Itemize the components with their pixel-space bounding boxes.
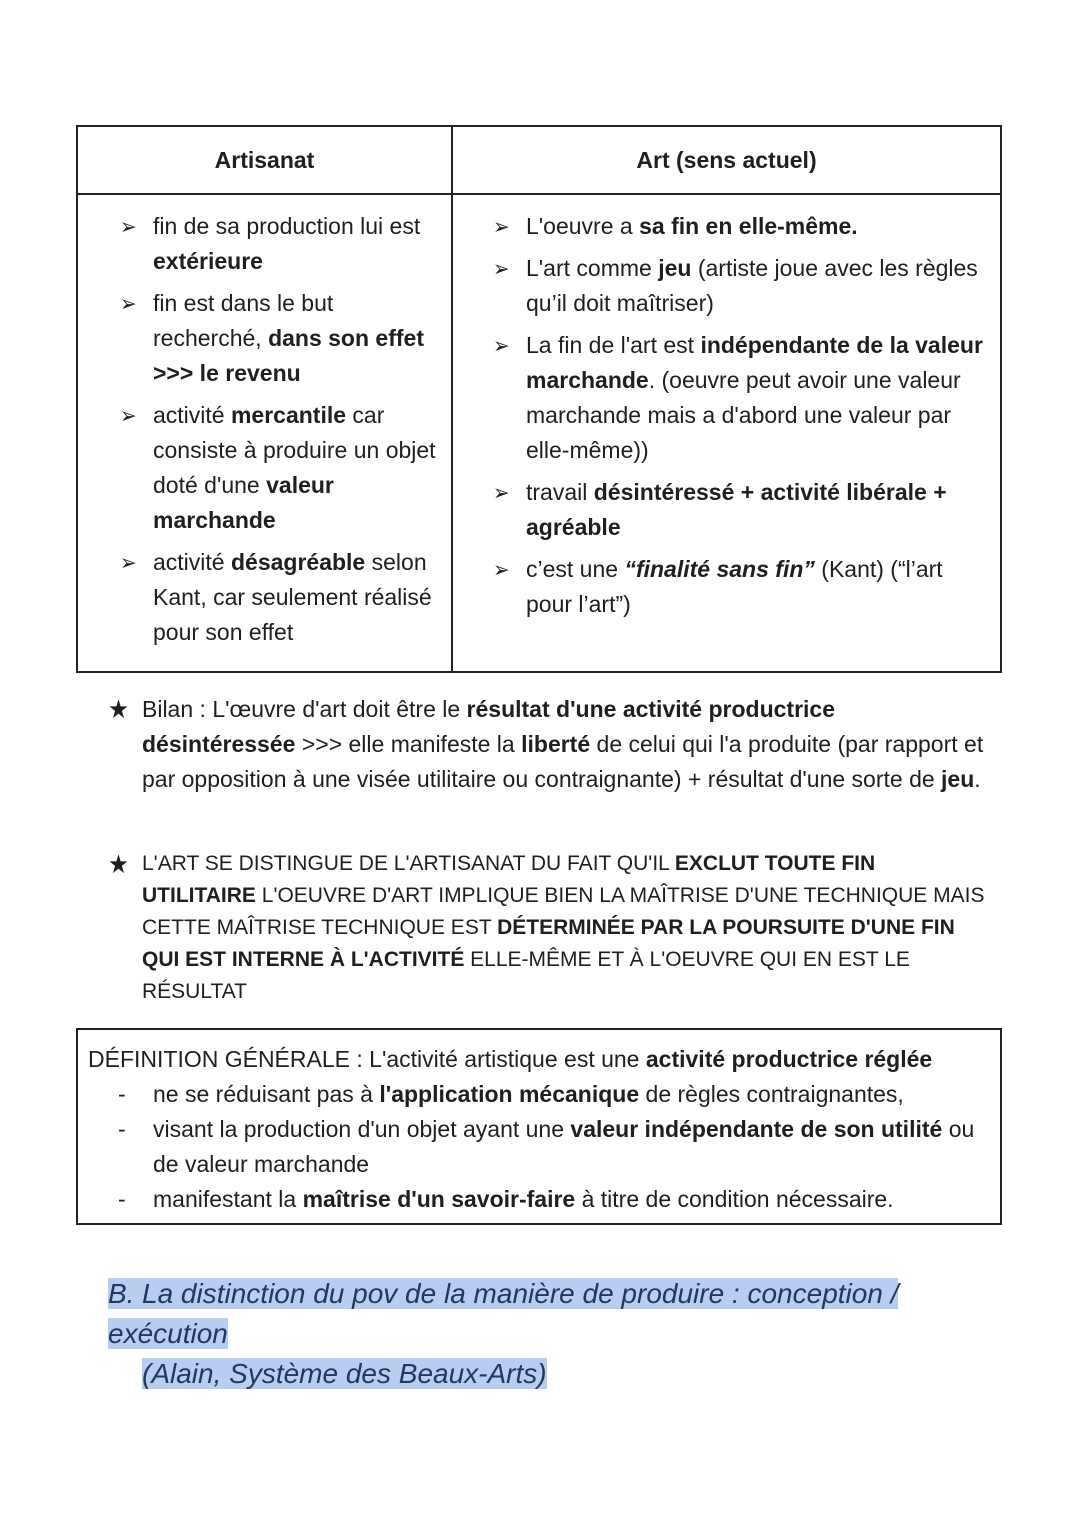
art-item <box>453 251 988 321</box>
star-icon: ★ <box>108 694 129 724</box>
artisanat-list <box>78 209 439 650</box>
art-item <box>453 328 988 468</box>
bold-text: jeu <box>941 766 975 792</box>
text-run: L'oeuvre a <box>526 213 640 239</box>
text-run: de règles contraignantes, <box>639 1081 904 1107</box>
text-run: DÉFINITION GÉNÉRALE : L'activité artistique est une <box>88 1046 646 1072</box>
arrow-bullet-icon: ➢ <box>120 403 137 428</box>
text-run: à titre de condition nécessaire. <box>575 1186 894 1212</box>
bold-text: “finalité sans fin” <box>624 556 815 582</box>
text-run: Bilan : L'œuvre d'art doit être le <box>142 696 467 722</box>
definition-item <box>88 1112 990 1182</box>
header-artisanat: Artisanat <box>77 126 452 194</box>
definition-intro <box>88 1042 990 1077</box>
text-run: L'OEUVRE D'ART IMPLIQUE BIEN LA MAÎTRISE D'UNE TECHNIQUE MAIS CETTE MAÎTRISE TECHNIQUE EST <box>142 884 985 939</box>
text-run: travail <box>526 479 594 505</box>
bold-text: EXCLUT TOUTE FIN UTILITAIRE <box>142 852 876 907</box>
bold-text: activité productrice réglée <box>645 1046 933 1072</box>
arrow-bullet-icon: ➢ <box>120 291 137 316</box>
text-run: . <box>974 766 981 792</box>
art-column <box>452 194 1001 672</box>
bold-text: extérieure <box>153 248 263 274</box>
section-title-line2: (Alain, Système des Beaux-Arts) <box>142 1358 547 1389</box>
dash-bullet: - <box>118 1186 126 1212</box>
definition-list <box>88 1077 990 1217</box>
bold-text: valeur indépendante de son utilité <box>570 1116 943 1142</box>
text-run: fin de sa production lui est <box>153 213 421 239</box>
artisanat-item <box>78 398 439 538</box>
art-item <box>453 209 988 244</box>
artisanat-item <box>78 545 439 650</box>
bold-text: liberté <box>521 731 591 757</box>
text-run: visant la production d'un objet ayant une <box>153 1116 571 1142</box>
text-run: ou de valeur marchande <box>153 1116 975 1177</box>
arrow-bullet-icon: ➢ <box>493 480 510 505</box>
text-run: manifestant la <box>153 1186 303 1212</box>
arrow-bullet-icon: ➢ <box>493 256 510 281</box>
text-run: car consiste à produire un objet doté d'une <box>153 402 436 498</box>
art-item <box>453 475 988 545</box>
bold-text: l'application mécanique <box>379 1081 640 1107</box>
caps-note-block <box>108 848 988 1008</box>
text-run: La fin de l'art est <box>526 332 701 358</box>
arrow-bullet-icon: ➢ <box>493 557 510 582</box>
bold-text: désagréable <box>230 549 366 575</box>
bold-text: indépendante de la valeur marchande <box>526 332 983 393</box>
dash-bullet: - <box>118 1081 126 1107</box>
comparison-table <box>76 125 1002 673</box>
text-run: L'art comme <box>526 255 659 281</box>
section-title-line1: La distinction du pov de la manière de produire : conception / exécution <box>108 1278 899 1349</box>
arrow-bullet-icon: ➢ <box>120 214 137 239</box>
text-run: de celui qui l'a produite (par rapport et par opposition à une visée utilitaire ou contraignante) + résultat d'une sorte de <box>142 731 984 792</box>
text-run: (artiste joue avec les règles qu’il doit maîtriser) <box>526 255 978 316</box>
definition-box <box>76 1028 1002 1225</box>
section-heading <box>108 1274 968 1394</box>
arrow-bullet-icon: ➢ <box>493 333 510 358</box>
art-list <box>453 209 988 622</box>
bold-text: sa fin en elle-même. <box>639 213 858 239</box>
caps-note-text <box>142 848 988 1008</box>
header-art: Art (sens actuel) <box>452 126 1001 194</box>
arrow-bullet-icon: ➢ <box>493 214 510 239</box>
text-run: L'ART SE DISTINGUE DE L'ARTISANAT DU FAIT QU'IL <box>142 852 675 875</box>
text-run: fin est dans le but recherché, <box>153 290 334 351</box>
bold-text: jeu <box>658 255 692 281</box>
text-run: ELLE-MÊME ET À L'OEUVRE QUI EN EST LE RÉSULTAT <box>142 948 910 1003</box>
text-run: ne se réduisant pas à <box>153 1081 380 1107</box>
arrow-bullet-icon: ➢ <box>120 550 137 575</box>
artisanat-column <box>77 194 452 672</box>
definition-item <box>88 1077 990 1112</box>
bold-text: dans son effet >>> le revenu <box>153 325 424 386</box>
bold-text: maîtrise d'un savoir-faire <box>302 1186 576 1212</box>
bold-text: désintéressé + activité libérale + agréable <box>526 479 947 540</box>
star-icon: ★ <box>108 849 129 879</box>
artisanat-item <box>78 286 439 391</box>
text-run: >>> elle manifeste la <box>295 731 522 757</box>
definition-item <box>88 1182 990 1217</box>
bold-text: DÉTERMINÉE PAR LA POURSUITE D'UNE FIN QUI EST INTERNE À L'ACTIVITÉ <box>142 916 955 971</box>
text-run: c’est une <box>526 556 625 582</box>
text-run: . (oeuvre peut avoir une valeur marchande mais a d'abord une valeur par elle-même)) <box>526 367 961 463</box>
text-run: activité <box>153 549 231 575</box>
bold-text: valeur marchande <box>153 472 334 533</box>
art-item <box>453 552 988 622</box>
bilan-text <box>142 692 988 797</box>
bold-text: mercantile <box>230 402 347 428</box>
text-run: selon Kant, car seulement réalisé pour son effet <box>153 549 432 645</box>
bold-text: résultat d'une activité productrice désintéressée <box>142 696 835 757</box>
bilan-block <box>108 692 988 797</box>
text-run: activité <box>153 402 231 428</box>
text-run: (Kant) (“l’art pour l’art”) <box>526 556 943 617</box>
section-letter: B. <box>108 1278 135 1309</box>
dash-bullet: - <box>118 1116 126 1142</box>
artisanat-item <box>78 209 439 279</box>
